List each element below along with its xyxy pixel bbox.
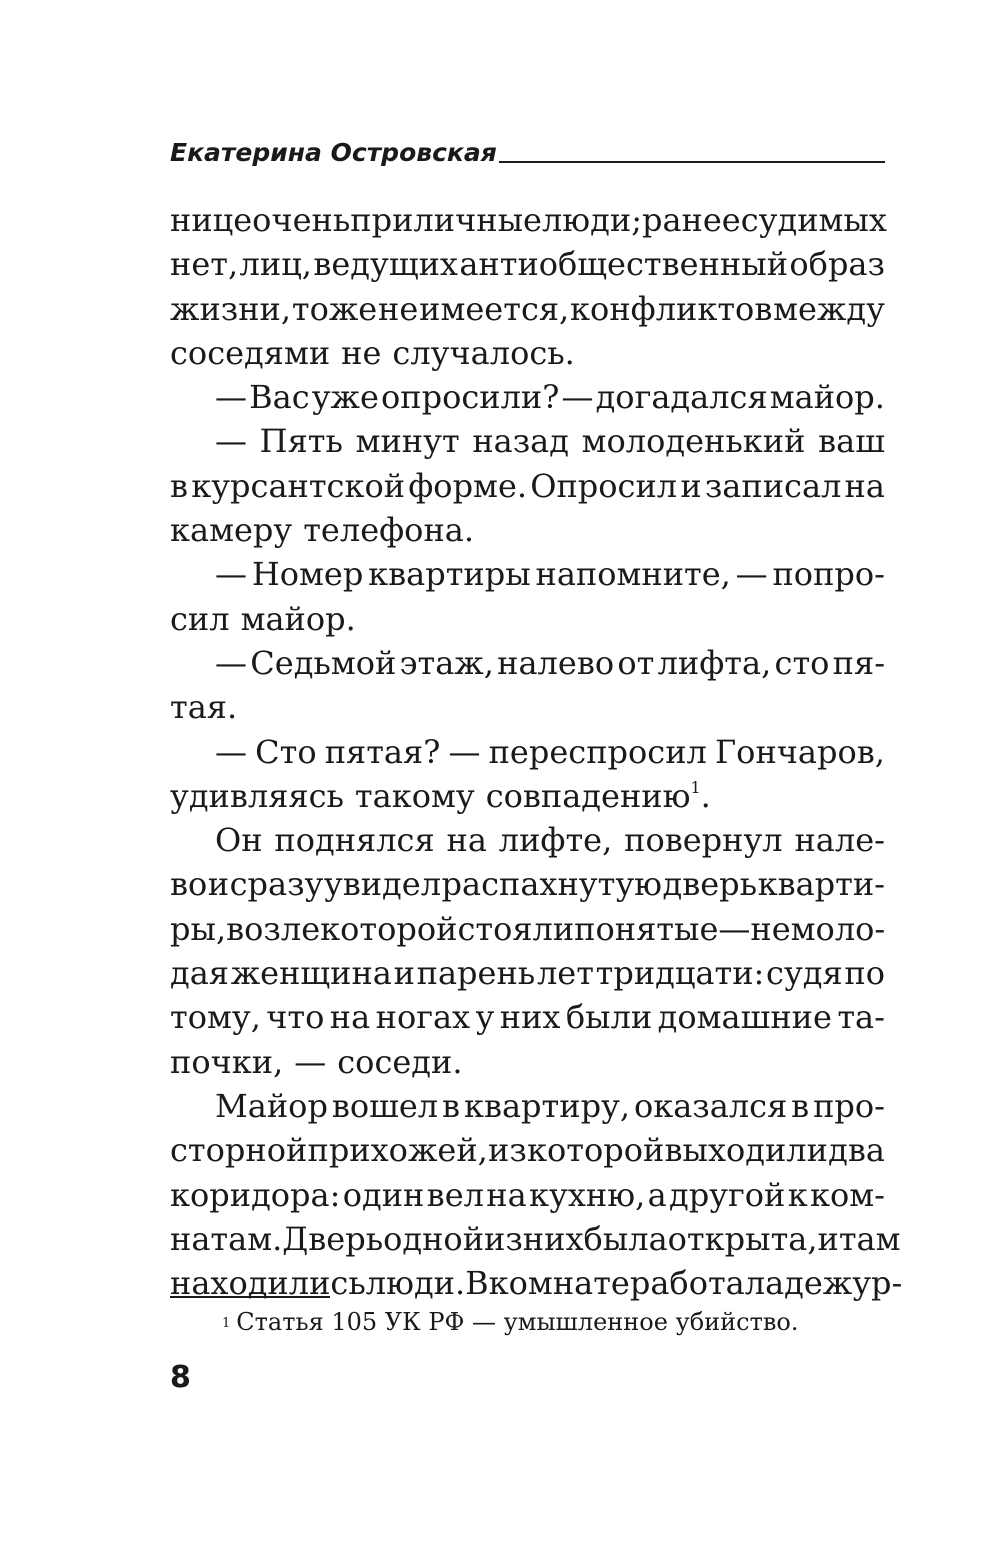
word: в	[170, 466, 189, 505]
word: —	[294, 1042, 327, 1081]
word: уже	[311, 378, 379, 417]
text-line	[170, 597, 885, 641]
text-line	[170, 1173, 885, 1217]
word: В	[465, 1264, 489, 1303]
word: налево	[497, 643, 615, 682]
word: не	[378, 289, 419, 328]
word: на	[446, 821, 487, 860]
word: были	[565, 998, 653, 1037]
text-line	[170, 242, 885, 286]
word: пя-	[832, 643, 885, 682]
word: телефона.	[303, 511, 475, 550]
word: от	[617, 643, 655, 682]
footnote	[222, 1306, 798, 1338]
page-number: 8	[170, 1360, 191, 1395]
word: дая	[170, 954, 229, 993]
word: немоло-	[750, 909, 886, 948]
word: между	[773, 289, 885, 328]
footnote-marker: 1	[222, 1316, 231, 1331]
text-line	[170, 685, 885, 729]
word: открыта,	[667, 1219, 818, 1258]
text-line	[170, 862, 885, 906]
word: ногах	[375, 998, 471, 1037]
word: ранее	[641, 201, 741, 239]
word: ры,	[170, 909, 227, 948]
word: сил	[170, 599, 230, 638]
word: парень	[416, 954, 536, 993]
word: кухню,	[529, 1175, 646, 1214]
word: Опросил	[530, 466, 678, 505]
word: сто	[774, 643, 830, 682]
word: сразу	[229, 865, 324, 904]
word: напомните,	[535, 555, 731, 594]
word: стояли	[457, 909, 575, 948]
word: а	[647, 1175, 667, 1214]
word: —	[448, 732, 481, 771]
word: минут	[355, 422, 460, 461]
text-line	[170, 508, 885, 552]
word: —	[215, 378, 247, 417]
running-head	[170, 140, 885, 165]
word: повернул	[624, 821, 783, 860]
word: увидел	[323, 865, 442, 904]
word: распахнутую	[441, 865, 662, 904]
word: нет,	[170, 245, 239, 284]
word: на	[844, 466, 885, 505]
word: сторной	[170, 1131, 308, 1170]
word: прихожей,	[307, 1131, 488, 1170]
word: соседями	[170, 333, 331, 372]
word: два	[828, 1131, 885, 1170]
word: кварти-	[757, 865, 885, 904]
word: —	[215, 643, 247, 682]
text-line	[170, 818, 885, 862]
word: переспросил	[488, 732, 707, 771]
word: люди.	[365, 1264, 466, 1303]
word: конфликтов	[570, 289, 773, 328]
word: —	[215, 555, 247, 594]
text-line	[170, 419, 885, 463]
word: Вас	[249, 378, 310, 417]
word: про-	[813, 1086, 885, 1125]
text-line	[170, 287, 885, 331]
word: к	[787, 1175, 808, 1214]
word: и	[393, 954, 415, 993]
word: поднялся	[274, 821, 435, 860]
word: тая.	[170, 688, 238, 727]
word: лиц,	[239, 245, 312, 284]
word: —	[718, 909, 751, 948]
text-line	[170, 552, 885, 596]
word: Дверь	[282, 1219, 384, 1258]
text-line	[170, 730, 885, 774]
word: одной	[383, 1219, 485, 1258]
header-rule	[499, 161, 885, 163]
word: коридора:	[170, 1175, 341, 1214]
word: люди;	[541, 201, 642, 239]
text-line	[170, 774, 885, 818]
word: них	[522, 1219, 584, 1258]
word: образ	[789, 245, 885, 284]
word: такому	[354, 776, 475, 815]
text-line	[170, 198, 885, 242]
trailing-punctuation: .	[700, 776, 711, 815]
word: курсантской	[191, 466, 406, 505]
word: удивляясь	[170, 776, 344, 815]
word: пятая?	[324, 732, 441, 771]
word: Сто	[255, 732, 317, 771]
word: там	[838, 1219, 901, 1258]
word: имеется,	[419, 289, 570, 328]
body-text	[170, 198, 903, 1305]
word: квартиры	[368, 555, 531, 594]
word: судя	[766, 954, 843, 993]
word: работала	[629, 1264, 785, 1303]
book-page	[170, 0, 903, 1562]
word: майор.	[240, 599, 356, 638]
word: и	[817, 1219, 839, 1258]
word: Номер	[251, 555, 364, 594]
word: из	[488, 1131, 527, 1170]
word: понятые	[574, 909, 719, 948]
word: вел	[426, 1175, 484, 1214]
word: догадался	[595, 378, 768, 417]
word: Седьмой	[250, 643, 397, 682]
author-name: Екатерина Островская	[170, 138, 497, 167]
footnote-divider	[170, 1296, 330, 1298]
text-line	[170, 907, 885, 951]
word: один	[342, 1175, 425, 1214]
word: ведущих	[313, 245, 458, 284]
word: назад	[472, 422, 569, 461]
word: них	[499, 998, 561, 1037]
word: тому,	[170, 998, 261, 1037]
word: комнате	[488, 1264, 630, 1303]
word: Гончаров,	[714, 732, 885, 771]
word: случалось.	[392, 333, 575, 372]
word: дежур-	[784, 1264, 903, 1303]
word: другой	[668, 1175, 786, 1214]
word: домашние	[657, 998, 832, 1037]
word: лифта,	[657, 643, 772, 682]
word: которой	[320, 909, 458, 948]
word: попро-	[772, 555, 885, 594]
word: та-	[837, 998, 885, 1037]
word-with-footnote	[486, 774, 711, 818]
text-line	[170, 464, 885, 508]
word: этаж,	[399, 643, 494, 682]
word: что	[266, 998, 325, 1037]
word: в	[791, 1086, 810, 1125]
word: —	[561, 378, 594, 417]
word: очень	[252, 201, 351, 239]
text-line	[170, 951, 885, 995]
word: и	[680, 466, 702, 505]
word: в	[442, 1086, 461, 1125]
word: женщина	[230, 954, 392, 993]
word: опросили?	[381, 378, 560, 417]
word: камеру	[170, 511, 293, 550]
word: находились	[170, 1264, 366, 1303]
word: возле	[226, 909, 321, 948]
word: во	[170, 865, 208, 904]
word: у	[475, 998, 495, 1037]
word: нице	[170, 201, 253, 239]
text-line	[170, 1217, 901, 1261]
text-line	[170, 1084, 885, 1128]
word: лифте,	[498, 821, 613, 860]
word: почки,	[170, 1042, 284, 1081]
word: нале-	[794, 821, 885, 860]
word: —	[215, 732, 247, 771]
word: была	[583, 1219, 668, 1258]
word: не	[341, 333, 382, 372]
word: жизни,	[170, 289, 292, 328]
footnote-text: Статья 105 УК РФ — умышленное убийство.	[236, 1308, 799, 1336]
word: из	[484, 1219, 523, 1258]
word: майор.	[769, 378, 885, 417]
word: Он	[215, 821, 263, 860]
word: которой	[526, 1131, 665, 1170]
word: на	[486, 1175, 527, 1214]
text-line	[170, 1128, 885, 1172]
word: лет	[536, 954, 594, 993]
word: записал	[704, 466, 842, 505]
word: дверь	[662, 865, 758, 904]
word: Майор	[215, 1086, 328, 1125]
word: по	[844, 954, 885, 993]
word: ваш	[818, 422, 885, 461]
word: антиобщественный	[459, 245, 789, 284]
word: —	[215, 422, 247, 461]
word: квартиру,	[463, 1086, 631, 1125]
word: —	[735, 555, 768, 594]
word: оказался	[633, 1086, 788, 1125]
word: и	[207, 865, 230, 904]
word: ком-	[810, 1175, 885, 1214]
text-line	[170, 1040, 885, 1084]
text-line	[170, 641, 885, 685]
word: совпадению	[485, 776, 691, 815]
word: соседи.	[337, 1042, 463, 1081]
word: молоденький	[581, 422, 806, 461]
word: Пять	[259, 422, 343, 461]
word: форме.	[408, 466, 528, 505]
word: тоже	[291, 289, 378, 328]
word: вошел	[331, 1086, 439, 1125]
text-line	[170, 995, 885, 1039]
text-line	[170, 1261, 903, 1305]
word: натам.	[170, 1219, 283, 1258]
word: тридцати:	[595, 954, 765, 993]
text-line	[170, 331, 885, 375]
footnote-reference[interactable]: 1	[690, 777, 701, 797]
word: приличные	[350, 201, 542, 239]
word: на	[329, 998, 371, 1037]
text-line	[170, 375, 885, 419]
word: выходили	[664, 1131, 828, 1170]
word: судимых	[740, 201, 887, 239]
